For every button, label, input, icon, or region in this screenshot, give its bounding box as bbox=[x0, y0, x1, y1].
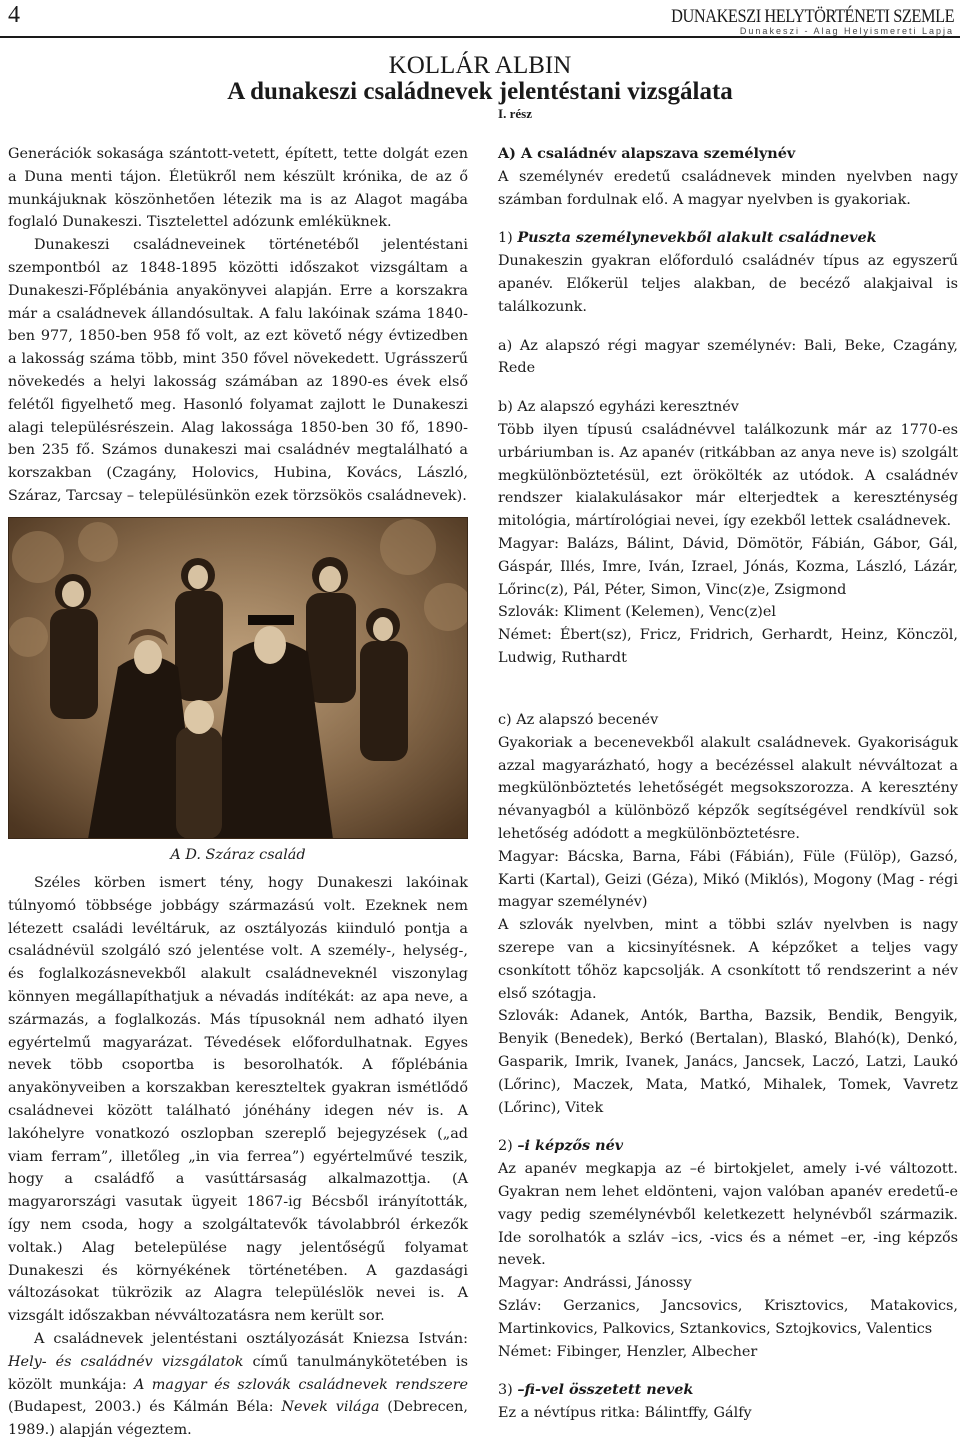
sources-text-4: (Debrecen, 1989.) alapján végeztem. bbox=[8, 1399, 468, 1439]
subsection-1-title: Puszta személynevekből alakult családnevek bbox=[517, 229, 877, 247]
subsection-2-number: 2) bbox=[498, 1138, 518, 1155]
item-b-text: Több ilyen típusú családnévvel találkozunk már az 1770-es urbáriumban is. Az apanév (ritkábban az anya neve is) szolgált megkülönböztetésül, ezt örökölték az utódok. A családnév rendszer kialakulásakor már elterjedtek a kereszténység mitológia, mártírológiai nevei, így ezekből lettek családnevek. bbox=[498, 421, 958, 530]
subsection-3-text: Ez a névtípus ritka: Bálintffy, Gálfy bbox=[498, 1405, 752, 1422]
sources-paragraph bbox=[8, 1328, 468, 1442]
sources-text-3: (Budapest, 2003.) és Kálmán Béla: bbox=[8, 1399, 282, 1416]
family-photo bbox=[8, 517, 468, 839]
subsection-2-title: –i képzős név bbox=[517, 1137, 624, 1155]
section-a-text: A személynév eredetű családnevek minden nyelvben nagy számban fordulnak elő. A magyar nyelvben is gyakoriak. bbox=[498, 168, 958, 208]
subsection-3-title: –fi-vel összetett nevek bbox=[517, 1381, 694, 1399]
right-column-bottom bbox=[498, 709, 958, 1425]
section-a-heading: A) A családnév alapszava személynév bbox=[498, 145, 796, 162]
subsection-2-slavic: Szláv: Gerzanics, Jancsovics, Krisztovics, Matakovics, Martinkovics, Palkovics, Sztankovics, Sztojkovics, Valentics bbox=[498, 1297, 958, 1337]
subsection-3-number: 3) bbox=[498, 1382, 518, 1399]
page-number: 4 bbox=[8, 2, 20, 28]
item-b-german: Német: Ébert(sz), Fricz, Fridrich, Gerhardt, Heinz, Könczöl, Ludwig, Ruthardt bbox=[498, 627, 958, 666]
article-author: KOLLÁR ALBIN bbox=[388, 52, 572, 79]
subsection-2-text: Az apanév megkapja az –é birtokjelet, amely i-vé változott. Gyakran nem lehet eldönteni, vajon valóban apanév eredetű-e vagy pedig személynévből keletkezett helynévből származik. Ide sorolhatók a szláv –ics, -vics és a német –er, -ing képzős nevek. bbox=[498, 1161, 958, 1269]
item-c-slovak: Szlovák: Adanek, Antók, Bartha, Bazsik, Bendik, Bengyik, Benyik (Benedek), Berkó (Bertalan), Blaskó, Blahó(k), Denkó, Gasparik, Imrik, Ivanek, Janács, Jancsek, Laczó, Latzi, Laukó (Lőrinc), Maczek, Mata, Matkó, Mihalek, Tomek, Vavretz (Lőrinc), Vitek bbox=[498, 1008, 958, 1116]
item-a-text: a) Az alapszó régi magyar személynév: Bali, Beke, Czagány, Rede bbox=[498, 337, 958, 377]
item-c-text-2: A szlovák nyelvben, mint a többi szláv nyelvben is nagy szerepe van a kicsinyítésnek. A képzőket a teljes vagy csonkított tőhöz kapcsolják. A csonkított tő rendszerint a név első szótagja. bbox=[498, 917, 958, 1002]
header-rule bbox=[0, 36, 960, 38]
subsection-3-heading bbox=[498, 1379, 958, 1402]
subsection-1-text: Dunakeszin gyakran előforduló családnév típus az egyszerű apanév. Előkerül teljes alakban, de becéző alakjaival is találkozunk. bbox=[498, 253, 958, 315]
article-heading bbox=[0, 52, 960, 122]
subsection-2-german: Német: Fibinger, Henzler, Albecher bbox=[498, 1343, 758, 1360]
item-b-heading: b) Az alapszó egyházi keresztnév bbox=[498, 399, 739, 416]
item-c-hungarian: Magyar: Bácska, Barna, Fábi (Fábián), Füle (Fülöp), Gazsó, Karti (Kartal), Geizi (Géza), Mikó (Miklós), Mogony (Mag - régi magyar személynév) bbox=[498, 848, 958, 911]
subsection-1-heading bbox=[498, 227, 958, 250]
intro-paragraph: Generációk sokasága szántott-vetett, épített, tette dolgát ezen a Duna menti tájon. Életükről nem készült krónika, de az ő munkájuknak köszönhetően létezik ma is az Alagot magába foglaló Dunakeszi. Tisztelettel adózunk emléküknek. bbox=[8, 146, 468, 231]
masthead-subtitle: Dunakeszi - Alag Helyismereti Lapja bbox=[739, 26, 954, 36]
subsection-2-heading bbox=[498, 1135, 958, 1158]
left-column-bottom bbox=[8, 872, 468, 1442]
family-photo-illustration bbox=[8, 517, 468, 839]
serf-origin-paragraph: Széles körben ismert tény, hogy Dunakeszi lakóinak túlnyomó többsége jobbágy származású volt. Ezeknek nem létezett családi levéltáruk, az osztályozás kiinduló pontja a családnévül szolgáló szó jelentése volt. A személy-, helység-, és foglalkozásnevekből alakult családneveknél viszonylag könnyen megállapíthatjuk a névadás indítékát: az apa neve, a származás, a foglalkozás. Más típusoknál nem adható ilyen egyértelmű magyarázat. Tévedések előfordulhatnak. Egyes nevek több csoportba is besorolhatók. A főplébánia anyakönyveiben a korszakban kereszteltek gyakran ismétlődő családnevei között található jónéhány idegen név is. A lakóhelyre vonatkozó oszlopban szereplő bejegyzések („ad viam ferram”, illetőleg „in via ferrea”) egyértelművé teszik, hogy a családfő a vasúttársaság alkalmazottja. (A magyarországi vasutak ügyeit 1867-ig Bécsből irányították, így nem csoda, hogy a szolgáltatevők távolabbról érkezők voltak.) Alag betelepülése nagy jelentőségű folyamat Dunakeszi és környékének történetében. A gazdasági változásokat tükrözik az Alagra településlök nevei is. A vizsgált időszakban névváltozatásra nem került sor. bbox=[8, 875, 468, 1325]
item-b-slovak: Szlovák: Kliment (Kelemen), Venc(z)el bbox=[498, 604, 776, 621]
subsection-2-hungarian: Magyar: Andrássi, Jánossy bbox=[498, 1275, 692, 1292]
right-column-top bbox=[498, 143, 958, 670]
sources-title-1: Hely- és családnév vizsgálatok bbox=[8, 1353, 244, 1370]
subsection-1-number: 1) bbox=[498, 230, 518, 247]
item-c-text: Gyakoriak a becenevekből alakult családnevek. Gyakoriságuk azzal magyarázható, hogy a becézéssel alakult névváltozat a megkülönböztetés lehetőségét megsokszorozza. A keresztény névanyagból a különböző képzők segítségével rendkívül sok lehetőség adódott a megkülönböztetésre. bbox=[498, 734, 958, 842]
sources-title-3: Nevek világa bbox=[281, 1399, 380, 1416]
item-b-hungarian: Magyar: Balázs, Bálint, Dávid, Dömötör, Fábián, Gábor, Gál, Gáspár, Illés, Imre, Iván, Izrael, Jónás, Kozma, László, Lázár, Lőrinc(z), Pál, Péter, Simon, Vinc(z)e, Zsigmond bbox=[498, 535, 958, 598]
masthead-title: DUNAKESZI HELYTÖRTÉNETI SZEMLE bbox=[670, 6, 954, 27]
history-paragraph: Dunakeszi családneveinek történetéből jelentéstani szempontból az 1848-1895 közötti időszakot vizsgáltam a Dunakeszi-Főplébánia anyakönyvei alapján. Erre a korszakra már a családnevek állandósultak. A falu lakóinak száma 1840-ben 977, 1850-ben 958 fő volt, az ezt követő négy évtizedben a lakosság száma több, mint 350 fővel növekedett. Ugrásszerű növekedés a helyi lakosság számában az 1890-es évek első felétől figyelhető meg. Hasonló folyamat zajlott le Dunakeszi alagi településrészein. Alag lakossága 1850-ben 30 fő, 1890-ben 235 fő. Számos dunakeszi mai családnév megtalálható a korszakban (Czagány, Holovics, Hubina, Kovács, László, Száraz, Tarcsay – településünkön ezek törzsökös családnevek). bbox=[8, 237, 468, 504]
left-column-top bbox=[8, 143, 468, 508]
sources-text-1: A családnevek jelentéstani osztályozását Kniezsa István: bbox=[34, 1330, 468, 1347]
article-title: A dunakeszi családnevek jelentéstani vizsgálata bbox=[227, 78, 733, 105]
item-c-heading: c) Az alapszó becenév bbox=[498, 712, 659, 728]
article-part: I. rész bbox=[498, 106, 532, 121]
sources-text-2: című tanulmánykötetében is közölt munkája: bbox=[8, 1353, 468, 1393]
sources-title-2: A magyar és szlovák családnevek rendszere bbox=[134, 1376, 468, 1393]
masthead bbox=[625, 6, 954, 36]
photo-caption: A D. Száraz család bbox=[170, 847, 306, 863]
